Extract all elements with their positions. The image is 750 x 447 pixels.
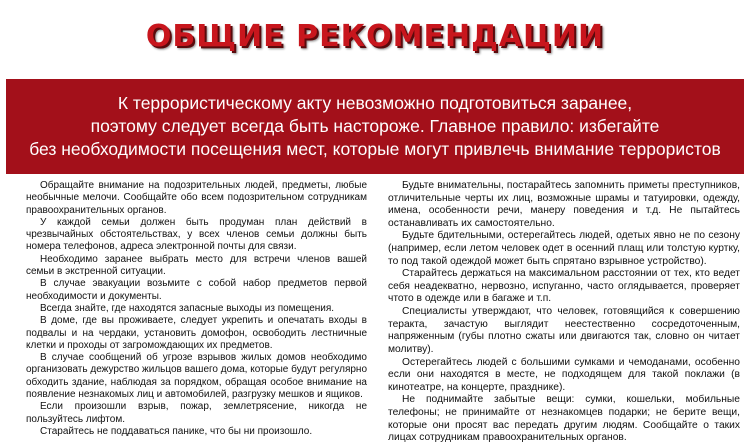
banner-line: К террористическому акту невозможно подготовиться заранее, xyxy=(117,93,633,113)
recommendation-paragraph: Специалисты утверждают, что человек, готовящийся к совершению теракта, зачастую выглядит неестественно сосредоточенным, напряженным (губы плотно сжаты или двигаются так, словно он читает молитву). xyxy=(388,306,740,355)
recommendation-paragraph: В случае сообщений об угрозе взрывов жилых домов необходимо организовать дежурство жильцов вашего дома, которые будут регулярно обходить здание, наблюдая за порядком, обращая особое внимание на появление незнакомых лиц и автомобилей, разгрузку мешков и ящиков. xyxy=(26,352,367,401)
page-title: ОБЩИЕ РЕКОМЕНДАЦИИ xyxy=(145,19,605,54)
recommendation-paragraph: Остерегайтесь людей с большими сумками и чемоданами, особенно если они находятся в месте, не подходящем для такой поклажи (в кинотеатре, на концерте, празднике). xyxy=(388,356,740,393)
recommendation-paragraph: Обращайте внимание на подозрительных людей, предметы, любые необычные мелочи. Сообщайте обо всем подозрительном сотрудникам правоохранительных органов. xyxy=(26,180,367,216)
recommendation-paragraph: У каждой семьи должен быть продуман план действий в чрезвычайных обстоятельствах, у всех членов семьи должны быть номера телефонов, адреса электронной почты для связи. xyxy=(26,216,367,253)
recommendation-paragraph: Будьте бдительными, остерегайтесь людей, одетых явно не по сезону (например, если летом человек одет в осенний плащ или толстую куртку, то под такой одеждой может быть спрятано взрывное устройство). xyxy=(388,230,740,267)
recommendation-paragraph: В доме, где вы проживаете, следует укрепить и опечатать входы в подвалы и на чердаки, установить домофон, освободить лестничные клетки и проходы от загромождающих их предметов. xyxy=(26,315,367,351)
recommendation-paragraph: Всегда знайте, где находятся запасные выходы из помещения. xyxy=(40,302,335,314)
banner-line: поэтому следует всегда быть настороже. Главное правило: избегайте xyxy=(90,116,660,136)
main-rule-banner xyxy=(6,79,744,174)
recommendation-paragraph: Если произошли взрыв, пожар, землетрясение, никогда не пользуйтесь лифтом. xyxy=(26,401,367,425)
recommendation-paragraph: Не поднимайте забытые вещи: сумки, кошельки, мобильные телефоны; не принимайте от незнакомцев подарки; не берите вещи, которые они просят вас передать другим людям. Сообщайте о таких лицах сотрудникам правоохранительных органов. xyxy=(388,394,740,444)
banner-line: без необходимости посещения мест, которые могут привлечь внимание террористов xyxy=(29,139,721,159)
recommendation-paragraph: Будьте внимательны, постарайтесь запомнить приметы преступников, отличительные черты их лиц, возможные шрамы и татуировки, одежду, имена, особенности речи, манеру поведения и т.д. Не пытайтесь останавливать их самостоятельно. xyxy=(388,180,740,229)
right-column xyxy=(388,180,740,444)
recommendation-paragraph: Старайтесь не поддаваться панике, что бы ни произошло. xyxy=(40,425,313,437)
recommendation-paragraph: Необходимо заранее выбрать место для встречи членов вашей семьи в экстренной ситуации. xyxy=(26,253,367,278)
left-column xyxy=(26,180,367,444)
recommendation-paragraph: В случае эвакуации возьмите с собой набор предметов первой необходимости и документы. xyxy=(26,278,367,302)
recommendation-paragraph: Старайтесь держаться на максимальном расстоянии от тех, кто ведет себя неадекватно, нервозно, испуганно, часто оглядывается, проверяет чтото в одежде или в багаже и т.п. xyxy=(388,268,740,305)
